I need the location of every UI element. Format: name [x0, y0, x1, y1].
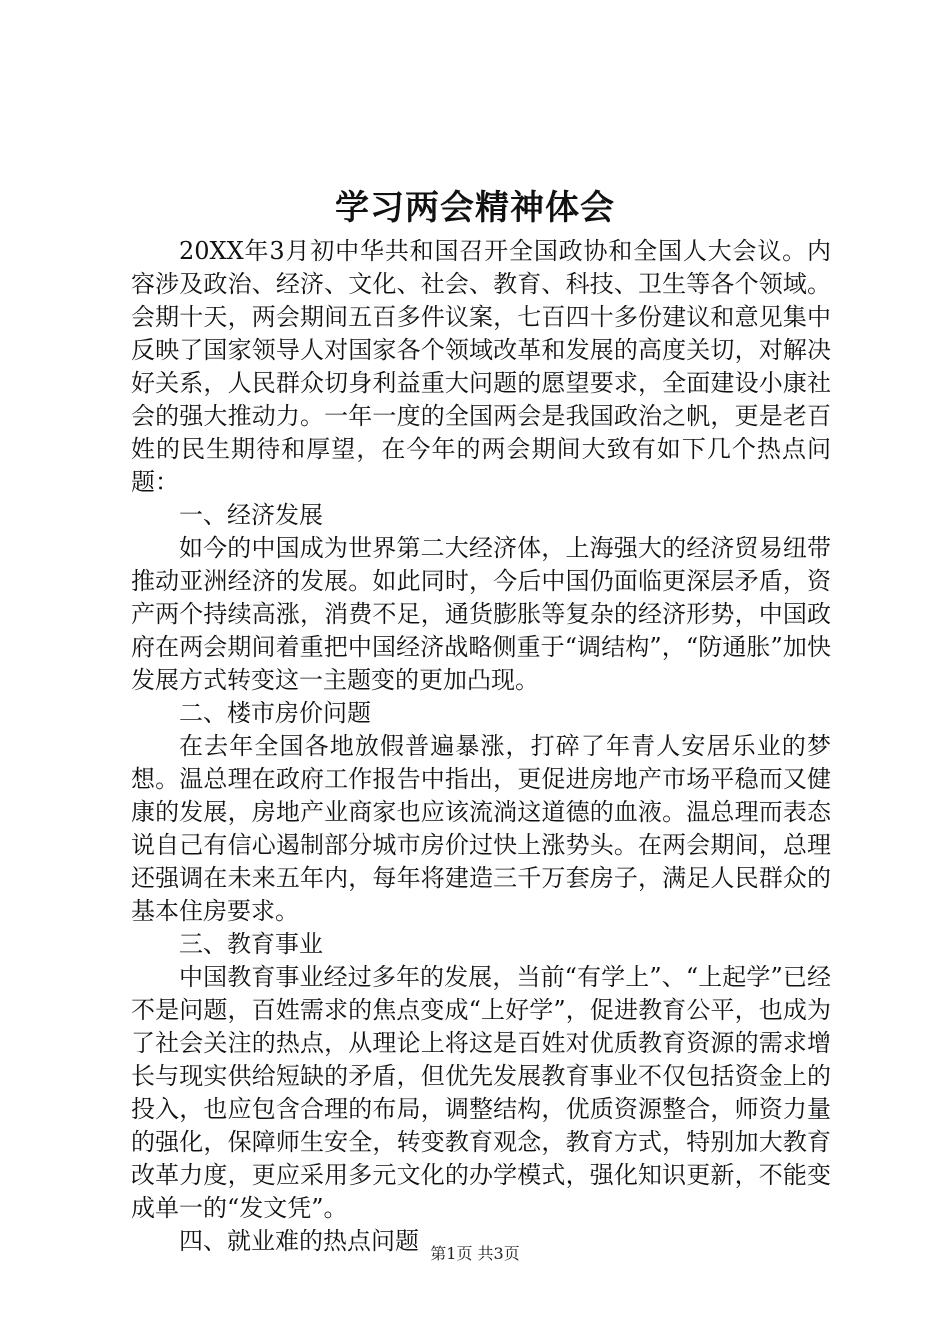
housing-paragraph: 在去年全国各地放假普遍暴涨，打碎了年青人安居乐业的梦想。温总理在政府工作报告中指出，更促进房地产市场平稳而又健康的发展，房地产业商家也应该流淌这道德的血液。温总理而表态说自己有信心遏制部分城市房价过快上涨势头。在两会期间，总理还强调在未来五年内，每年将建造三千万套房子，满足人民群众的基本住房要求。 — [131, 732, 831, 925]
document-body — [131, 235, 831, 1258]
document-title: 学习两会精神体会 — [335, 188, 615, 228]
section-heading-employment: 四、就业难的热点问题 — [179, 1227, 419, 1255]
intro-paragraph: 20XX年3月初中华共和国召开全国政协和全国人大会议。内容涉及政治、经济、文化、社会、教育、科技、卫生等各个领域。会期十天，两会期间五百多件议案，七百四十多份建议和意见集中反映了国家领导人对国家各个领域改革和发展的高度关切，对解决好关系，人民群众切身利益重大问题的愿望要求，全面建设小康社会的强大推动力。一年一度的全国两会是我国政治之帆，更是老百姓的民生期待和厚望，在今年的两会期间大致有如下几个热点问题： — [131, 237, 831, 496]
economy-paragraph: 如今的中国成为世界第二大经济体，上海强大的经济贸易纽带推动亚洲经济的发展。如此同时，今后中国仍面临更深层矛盾，资产两个持续高涨，消费不足，通货膨胀等复杂的经济形势，中国政府在两会期间着重把中国经济战略侧重于“调结构”，“防通胀”加快发展方式转变这一主题变的更加凸现。 — [131, 534, 831, 694]
section-heading-housing: 二、楼市房价问题 — [179, 699, 371, 727]
section-heading-economy: 一、经济发展 — [179, 501, 323, 529]
page-footer: 第1页 共3页 — [430, 1244, 520, 1263]
education-paragraph: 中国教育事业经过多年的发展，当前“有学上”、“上起学”已经不是问题，百姓需求的焦点变成“上好学”，促进教育公平，也成为了社会关注的热点，从理论上将这是百姓对优质教育资源的需求增长与现实供给短缺的矛盾，但优先发展教育事业不仅包括资金上的投入，也应包含合理的布局，调整结构，优质资源整合，师资力量的强化，保障师生安全，转变教育观念，教育方式，特别加大教育改革力度，更应采用多元文化的办学模式，强化知识更新，不能变成单一的“发文凭”。 — [131, 963, 831, 1222]
section-heading-education: 三、教育事业 — [179, 930, 323, 958]
